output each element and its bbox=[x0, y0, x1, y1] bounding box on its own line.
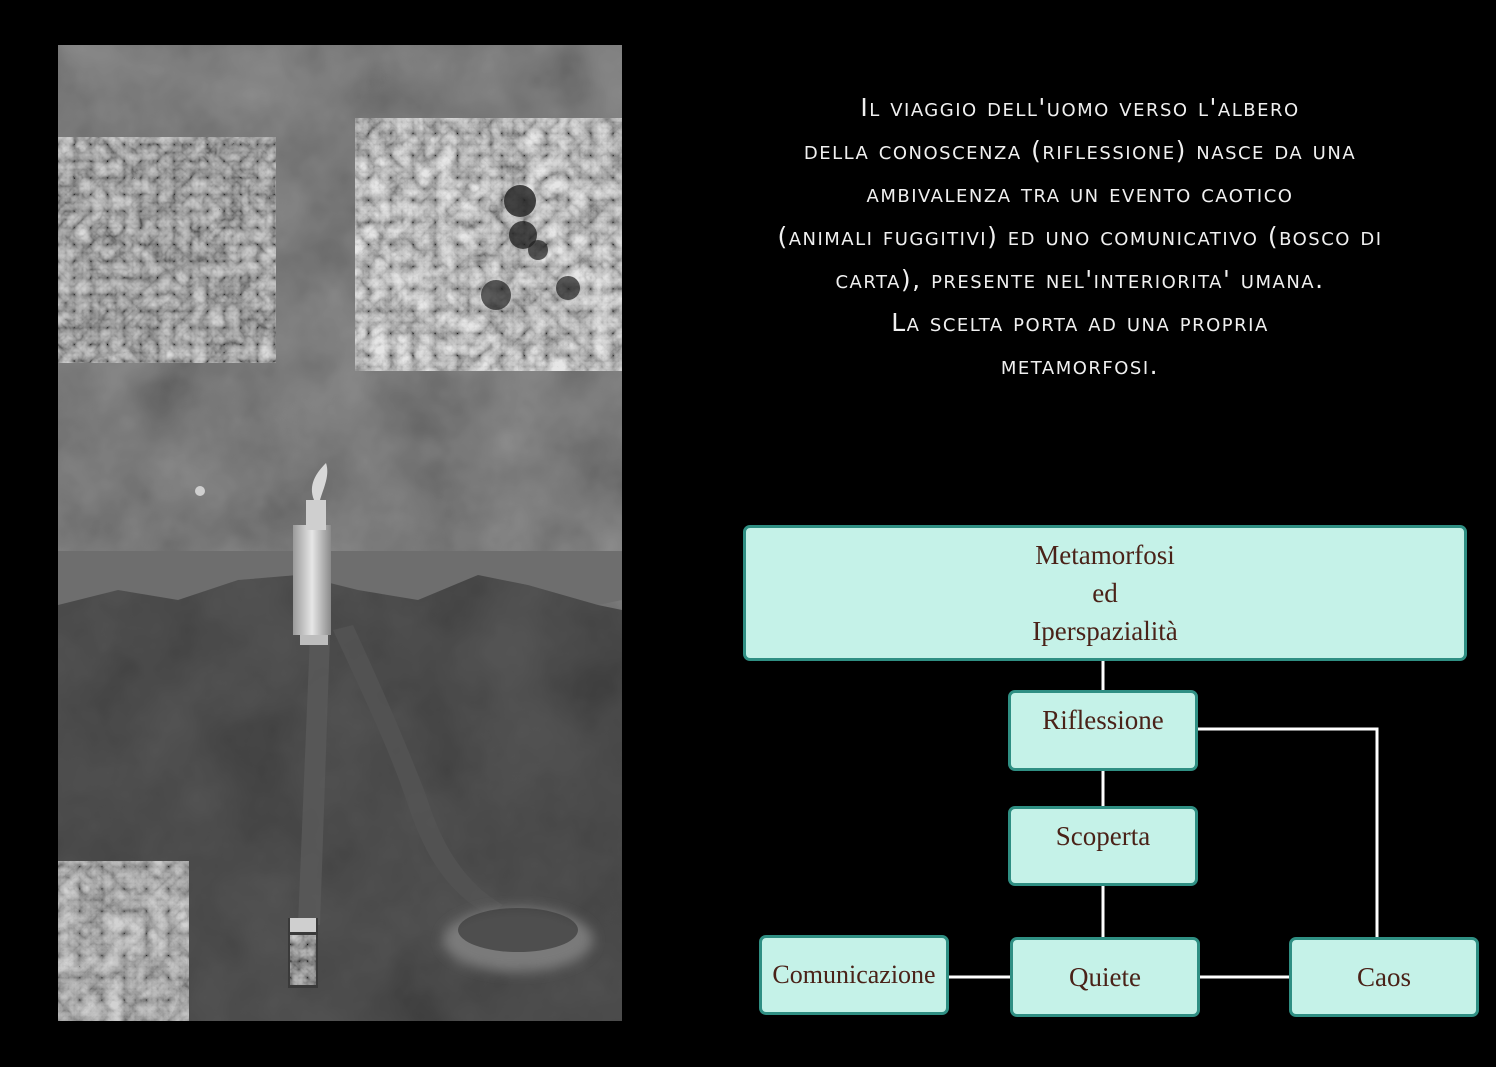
node-scoperta-label: Scoperta bbox=[1055, 821, 1151, 851]
description-line: ambivalenza tra un evento caotico bbox=[866, 179, 1294, 208]
description-line: La scelta porta ad una propria bbox=[891, 308, 1269, 337]
node-caos bbox=[1289, 937, 1479, 1017]
moon bbox=[195, 486, 205, 496]
artwork-image bbox=[58, 45, 622, 1021]
description-line: carta), presente nel'interiorita' umana. bbox=[835, 265, 1325, 294]
node-metamorfosi-line: Metamorfosi bbox=[1035, 540, 1175, 570]
description-line: della conoscenza (riflessione) nasce da una bbox=[803, 136, 1357, 165]
description-text bbox=[730, 86, 1430, 387]
node-metamorfosi bbox=[743, 525, 1467, 661]
node-metamorfosi-line: Iperspazialità bbox=[1032, 616, 1178, 646]
fuzzy-bush bbox=[443, 908, 593, 972]
lantern bbox=[288, 918, 318, 988]
node-riflessione-label: Riflessione bbox=[1042, 705, 1164, 735]
description-line: Il viaggio dell'uomo verso l'albero bbox=[860, 93, 1300, 122]
node-scoperta bbox=[1008, 806, 1198, 886]
description-line: metamorfosi. bbox=[1000, 351, 1160, 380]
node-comunicazione-label: Comunicazione bbox=[772, 960, 936, 989]
node-metamorfosi-line: ed bbox=[1092, 578, 1118, 608]
node-quiete bbox=[1010, 937, 1200, 1017]
node-quiete-label: Quiete bbox=[1069, 961, 1141, 992]
node-riflessione bbox=[1008, 690, 1198, 771]
top-left-patch bbox=[58, 137, 276, 363]
connector-riflessione-caos bbox=[1198, 729, 1377, 937]
node-caos-label: Caos bbox=[1357, 961, 1411, 992]
description-line: (animali fuggitivi) ed uno comunicativo (bosco di bbox=[777, 222, 1383, 251]
top-right-patch bbox=[355, 118, 622, 371]
node-comunicazione bbox=[759, 935, 949, 1015]
